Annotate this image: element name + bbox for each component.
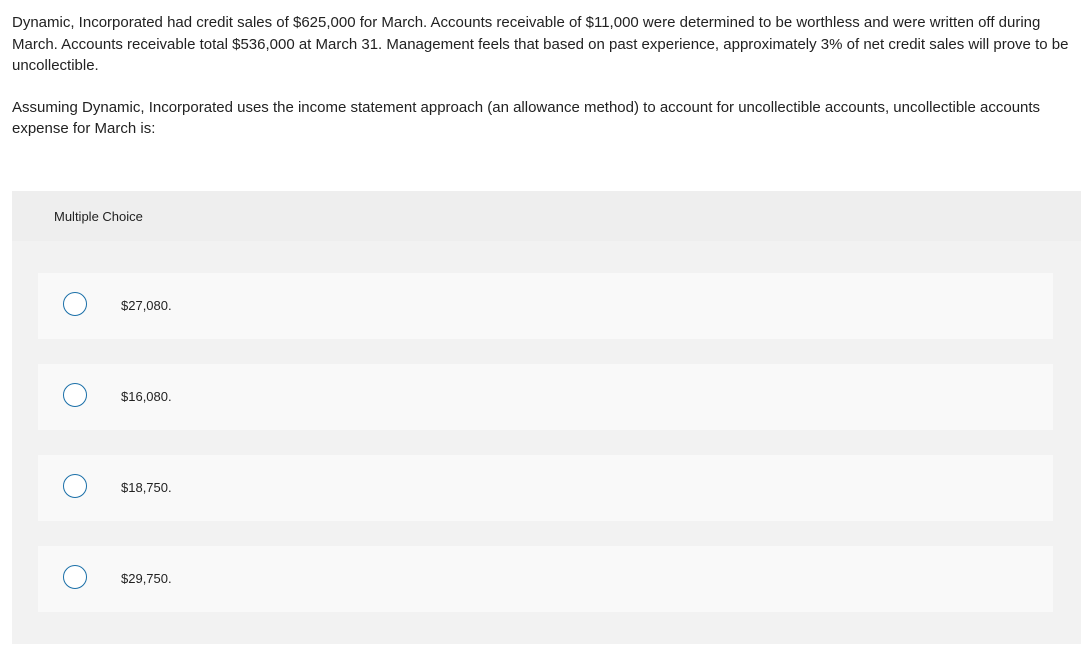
multiple-choice-panel	[12, 191, 1081, 644]
multiple-choice-label: Multiple Choice	[54, 209, 143, 224]
radio-button-icon[interactable]	[63, 474, 87, 498]
choice-option-2[interactable]	[38, 364, 1053, 430]
choice-label: $29,750.	[121, 571, 172, 586]
question-paragraph-2: Assuming Dynamic, Incorporated uses the income statement approach (an allowance method) to account for uncollectible accounts, uncollectible accounts expense for March is:	[12, 98, 1041, 137]
radio-button-icon[interactable]	[63, 292, 87, 316]
choice-option-3[interactable]	[38, 455, 1053, 521]
question-stem	[12, 12, 1072, 140]
choice-label: $16,080.	[121, 389, 172, 404]
choice-label: $27,080.	[121, 298, 172, 313]
choice-label: $18,750.	[121, 480, 172, 495]
radio-button-icon[interactable]	[63, 383, 87, 407]
multiple-choice-header	[12, 191, 1081, 241]
question-paragraph-1: Dynamic, Incorporated had credit sales of $625,000 for March. Accounts receivable of $11,000 were determined to be worthless and were written off during March. Accounts receivable total $536,000 at March 31. Management feels that based on past experience, approximately 3% of net credit sales will prove to be uncollectible.	[12, 14, 1069, 74]
choice-option-1[interactable]	[38, 273, 1053, 339]
multiple-choice-options	[12, 241, 1081, 644]
choice-option-4[interactable]	[38, 546, 1053, 612]
radio-button-icon[interactable]	[63, 565, 87, 589]
